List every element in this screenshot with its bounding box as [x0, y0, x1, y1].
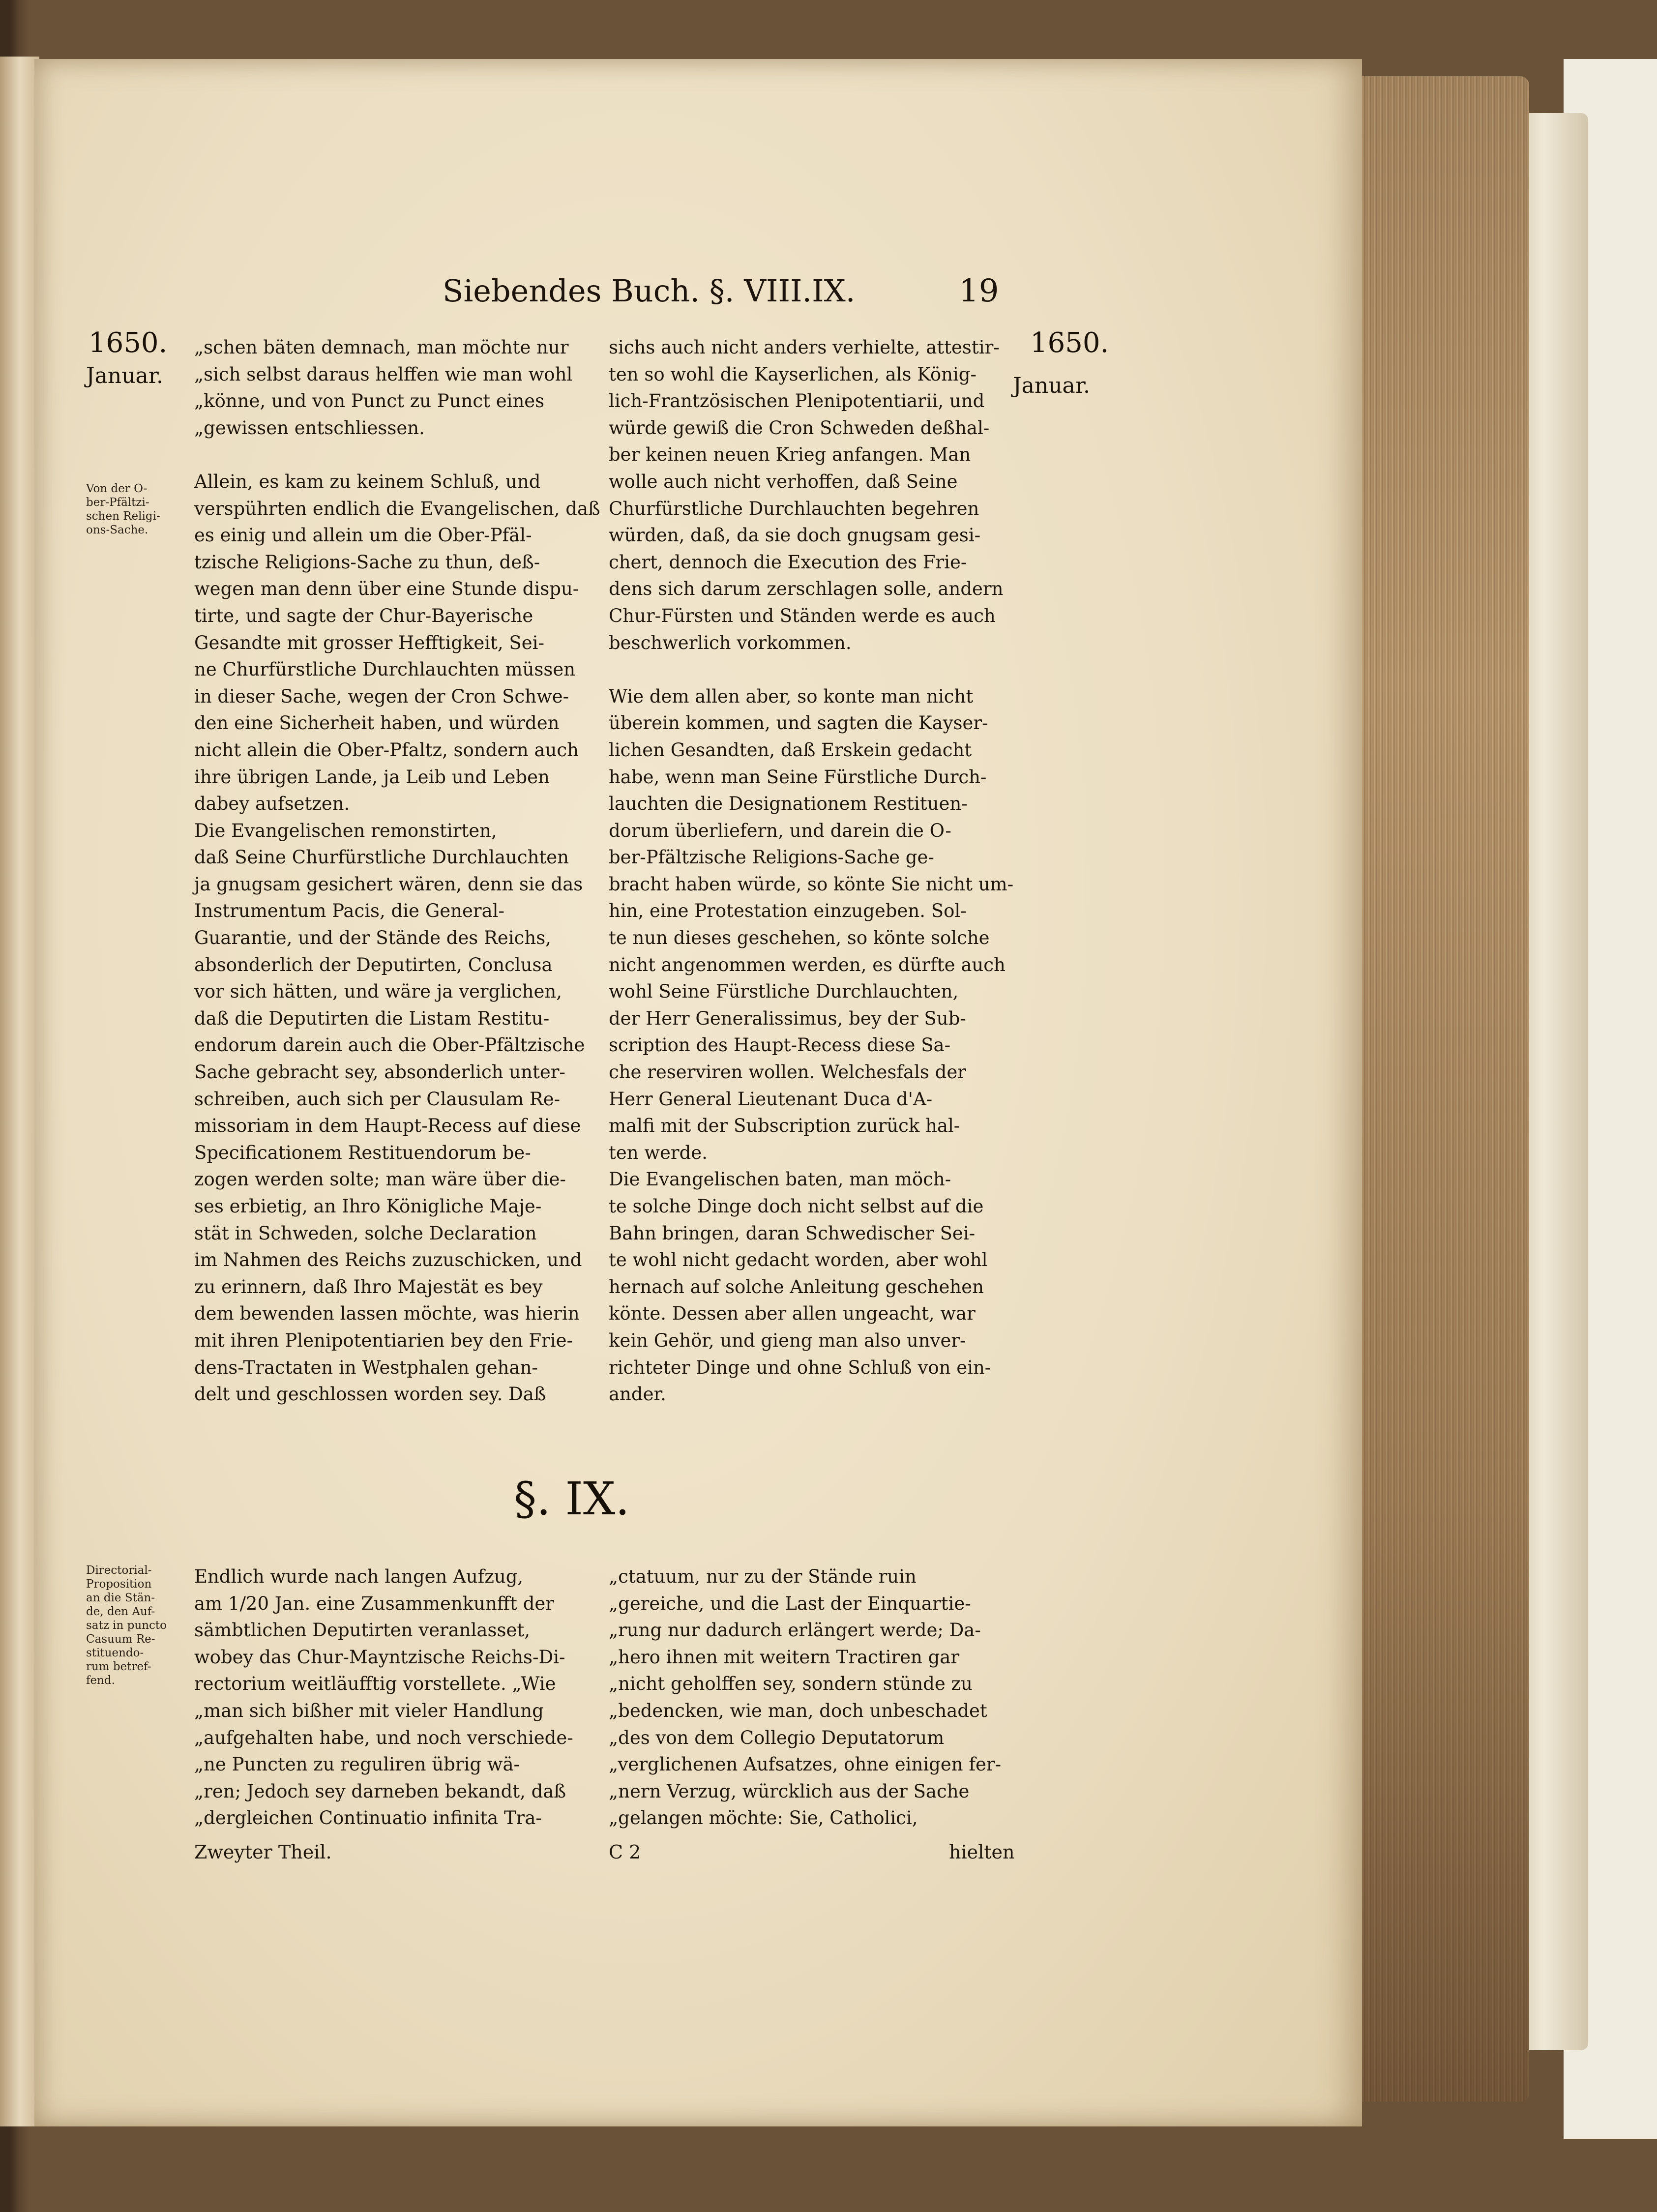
text-line: Die Evangelischen baten, man möch-: [609, 1169, 951, 1190]
text-column-left-lower: [194, 1563, 573, 1832]
catchword: hielten: [949, 1841, 1015, 1863]
text-line: te nun dieses geschehen, so könte solche: [609, 927, 990, 949]
text-line: Gesandte mit grosser Hefftigkeit, Sei-: [194, 632, 545, 653]
text-line: „aufgehalten habe, und noch verschiede-: [194, 1727, 573, 1748]
text-line: „ctatuum, nur zu der Stände ruin: [609, 1566, 917, 1587]
text-line: che reserviren wollen. Welchesfals der: [609, 1062, 966, 1083]
text-line: hin, eine Protestation einzugeben. Sol-: [609, 900, 967, 922]
text-line: ja gnugsam gesichert wären, denn sie das: [194, 873, 583, 895]
text-line: wegen man denn über eine Stunde dispu-: [194, 578, 579, 600]
text-line: „sich selbst daraus helffen wie man wohl: [194, 363, 573, 385]
text-line: am 1/20 Jan. eine Zusammenkunfft der: [194, 1593, 554, 1614]
text-line: „dergleichen Continuatio infinita Tra-: [194, 1807, 542, 1829]
text-line: absonderlich der Deputirten, Conclusa: [194, 954, 553, 975]
text-line: Herr General Lieutenant Duca d'A-: [609, 1088, 933, 1110]
text-line: der Herr Generalissimus, bey der Sub-: [609, 1007, 966, 1029]
text-line: würde gewiß die Cron Schweden deßhal-: [609, 417, 990, 439]
page-block-edge: [1342, 76, 1529, 2102]
text-line: „rung nur dadurch erlängert werde; Da-: [609, 1620, 981, 1641]
left-page-edge: [0, 57, 39, 2126]
text-line: malfi mit der Subscription zurück hal-: [609, 1115, 960, 1137]
text-line: ses erbietig, an Ihro Königliche Maje-: [194, 1196, 542, 1217]
text-line: „ne Puncten zu reguliren übrig wä-: [194, 1754, 520, 1775]
text-line: [194, 442, 600, 469]
text-line: wolle auch nicht verhoffen, daß Seine: [609, 471, 958, 492]
text-line: lich-Frantzösischen Plenipotentiarii, und: [609, 390, 985, 412]
text-line: zu erinnern, daß Ihro Majestät es bey: [194, 1276, 543, 1298]
text-line: delt und geschlossen worden sey. Daß: [194, 1384, 546, 1405]
text-line: ber-Pfältzische Religions-Sache ge-: [609, 847, 934, 868]
text-line: te solche Dinge doch nicht selbst auf die: [609, 1196, 984, 1217]
month-marker-right: Januar.: [1013, 373, 1090, 398]
margin-note-line: stituendo-: [86, 1647, 144, 1659]
text-line: in dieser Sache, wegen der Cron Schwe-: [194, 685, 569, 707]
margin-note-line: de, den Auf-: [86, 1605, 155, 1618]
margin-note-line: an die Stän-: [86, 1592, 155, 1604]
margin-note-line: Von der O-: [86, 482, 148, 495]
text-line: kein Gehör, und gieng man also unver-: [609, 1329, 966, 1351]
month-marker-left: Januar.: [86, 363, 163, 388]
text-line: tirte, und sagte der Chur-Bayerische: [194, 605, 533, 626]
text-line: „man sich bißher mit vieler Handlung: [194, 1700, 544, 1721]
text-line: bracht haben würde, so könte Sie nicht um-: [609, 873, 1014, 895]
text-line: nicht allein die Ober-Pfaltz, sondern auch: [194, 739, 579, 761]
text-line: richteter Dinge und ohne Schluß von ein-: [609, 1357, 991, 1378]
text-line: dorum überliefern, und darein die O-: [609, 820, 951, 841]
text-line: „nicht geholffen sey, sondern stünde zu: [609, 1673, 973, 1695]
text-line: [609, 656, 1013, 683]
text-line: Endlich wurde nach langen Aufzug,: [194, 1566, 524, 1587]
section-heading: §. IX.: [514, 1473, 630, 1525]
text-line: chert, dennoch die Execution des Frie-: [609, 551, 967, 573]
text-line: ber keinen neuen Krieg anfangen. Man: [609, 444, 971, 466]
text-line: Instrumentum Pacis, die General-: [194, 900, 504, 922]
text-line: den eine Sicherheit haben, und würden: [194, 712, 560, 734]
year-marker-left: 1650.: [89, 327, 168, 359]
page-number: 19: [959, 273, 999, 309]
margin-note-line: rum betref-: [86, 1660, 151, 1673]
margin-note-line: Casuum Re-: [86, 1633, 155, 1646]
text-line: daß Seine Churfürstliche Durchlauchten: [194, 847, 569, 868]
text-line: „hero ihnen mit weitern Tractiren gar: [609, 1646, 960, 1668]
text-line: dens-Tractaten in Westphalen gehan-: [194, 1357, 538, 1378]
text-line: Wie dem allen aber, so konte man nicht: [609, 685, 974, 707]
text-line: „bedencken, wie man, doch unbeschadet: [609, 1700, 987, 1721]
text-line: Die Evangelischen remonstirten,: [194, 820, 497, 841]
text-line: Specificationem Restituendorum be-: [194, 1142, 531, 1163]
text-line: dabey aufsetzen.: [194, 793, 350, 815]
text-line: daß die Deputirten die Listam Restitu-: [194, 1007, 550, 1029]
text-line: es einig und allein um die Ober-Pfäl-: [194, 525, 532, 546]
text-line: Sache gebracht sey, absonderlich unter-: [194, 1062, 565, 1083]
text-line: „gelangen möchte: Sie, Catholici,: [609, 1807, 918, 1829]
margin-note-directorial: [86, 1563, 167, 1687]
text-line: dens sich darum zerschlagen solle, andern: [609, 578, 1004, 600]
margin-note-line: schen Religi-: [86, 510, 160, 523]
text-line: dem bewenden lassen möchte, was hierin: [194, 1303, 580, 1325]
text-line: Bahn bringen, daran Schwedischer Sei-: [609, 1222, 976, 1244]
text-line: Churfürstliche Durchlauchten begehren: [609, 498, 979, 519]
text-line: Guarantie, und der Stände des Reichs,: [194, 927, 551, 949]
text-line: überein kommen, und sagten die Kayser-: [609, 712, 988, 734]
text-line: verspührten endlich die Evangelischen, daß: [194, 498, 600, 519]
text-line: „schen bäten demnach, man möchte nur: [194, 337, 569, 358]
text-line: hernach auf solche Anleitung geschehen: [609, 1276, 984, 1298]
text-line: nicht angenommen werden, es dürfte auch: [609, 954, 1006, 975]
text-line: schreiben, auch sich per Clausulam Re-: [194, 1088, 561, 1110]
text-line: „verglichenen Aufsatzes, ohne einigen fer-: [609, 1754, 1002, 1775]
text-line: im Nahmen des Reichs zuzuschicken, und: [194, 1249, 582, 1271]
text-line: endorum darein auch die Ober-Pfältzische: [194, 1034, 585, 1056]
text-line: ne Churfürstliche Durchlauchten müssen: [194, 659, 576, 680]
signature-mark: C 2: [609, 1841, 641, 1863]
text-line: lauchten die Designationem Restituen-: [609, 793, 968, 815]
text-line: sichs auch nicht anders verhielte, attestir-: [609, 337, 1000, 358]
text-line: „gewissen entschliessen.: [194, 417, 425, 439]
text-line: scription des Haupt-Recess diese Sa-: [609, 1034, 951, 1056]
year-marker-right: 1650.: [1030, 327, 1109, 359]
signature-left: Zweyter Theil.: [194, 1841, 332, 1863]
text-line: wobey das Chur-Mayntzische Reichs-Di-: [194, 1646, 565, 1668]
text-line: stät in Schweden, solche Declaration: [194, 1222, 537, 1244]
text-line: sämbtlichen Deputirten veranlasset,: [194, 1620, 530, 1641]
running-header-title: Siebendes Buch. §. VIII.IX.: [443, 273, 856, 309]
text-line: missoriam in dem Haupt-Recess auf diese: [194, 1115, 581, 1137]
text-line: wohl Seine Fürstliche Durchlauchten,: [609, 981, 959, 1003]
margin-note-line: fend.: [86, 1674, 115, 1687]
text-column-right-lower: [609, 1563, 1001, 1832]
text-line: te wohl nicht gedacht worden, aber wohl: [609, 1249, 988, 1271]
margin-note-line: Directorial-: [86, 1564, 152, 1577]
text-line: tzische Religions-Sache zu thun, deß-: [194, 551, 540, 573]
text-line: habe, wenn man Seine Fürstliche Durch-: [609, 766, 987, 788]
text-line: würden, daß, da sie doch gnugsam gesi-: [609, 525, 981, 546]
text-line: mit ihren Plenipotentiarien bey den Frie-: [194, 1329, 573, 1351]
text-line: Chur-Fürsten und Ständen werde es auch: [609, 605, 996, 626]
text-line: rectorium weitläufftig vorstellete. „Wie: [194, 1673, 556, 1695]
text-line: „gereiche, und die Last der Einquartie-: [609, 1593, 971, 1614]
text-column-right-upper: [609, 334, 1013, 1408]
text-line: ander.: [609, 1384, 666, 1405]
text-line: könte. Dessen aber allen ungeacht, war: [609, 1303, 976, 1325]
text-column-left-upper: [194, 334, 600, 1408]
margin-note-line: Proposition: [86, 1578, 152, 1591]
text-line: vor sich hätten, und wäre ja verglichen,: [194, 981, 562, 1003]
margin-note-line: ber-Pfältzi-: [86, 496, 149, 509]
text-line: ten werde.: [609, 1142, 708, 1163]
margin-note-line: ons-Sache.: [86, 524, 148, 536]
text-line: ihre übrigen Lande, ja Leib und Leben: [194, 766, 550, 788]
text-line: Allein, es kam zu keinem Schluß, und: [194, 471, 541, 492]
text-line: zogen werden solte; man wäre über die-: [194, 1169, 566, 1190]
text-line: „ren; Jedoch sey darneben bekandt, daß: [194, 1780, 566, 1802]
text-line: „könne, und von Punct zu Punct eines: [194, 390, 545, 412]
text-line: lichen Gesandten, daß Erskein gedacht: [609, 739, 972, 761]
margin-note-oberpfalz: [86, 482, 160, 537]
margin-note-line: satz in puncto: [86, 1619, 167, 1632]
text-line: „nern Verzug, würcklich aus der Sache: [609, 1780, 970, 1802]
text-line: „des von dem Collegio Deputatorum: [609, 1727, 945, 1748]
text-line: ten so wohl die Kayserlichen, als König-: [609, 363, 976, 385]
text-line: beschwerlich vorkommen.: [609, 632, 852, 653]
